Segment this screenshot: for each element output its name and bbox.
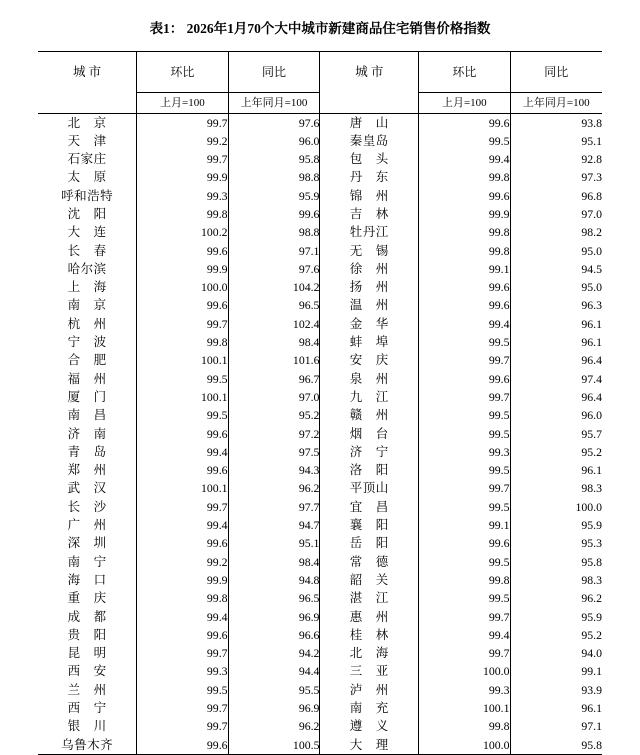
price-index-table-container bbox=[0, 51, 640, 755]
city-name-left: 乌鲁木齐 bbox=[38, 736, 137, 755]
yoy-value-left: 97.7 bbox=[228, 498, 320, 516]
mom-value-right: 99.4 bbox=[419, 150, 510, 168]
city-name-right: 牡丹江 bbox=[320, 223, 419, 241]
yoy-value-right: 96.1 bbox=[581, 463, 602, 478]
city-name-left: 天 津 bbox=[38, 132, 137, 150]
table-row bbox=[38, 132, 602, 150]
header-mom-base-right: 上月=100 bbox=[419, 92, 510, 113]
table-row bbox=[38, 479, 602, 497]
mom-value-right: 99.7 bbox=[419, 351, 510, 369]
table-row bbox=[38, 333, 602, 351]
yoy-value-left: 98.4 bbox=[228, 553, 320, 571]
mom-value-right: 99.7 bbox=[419, 644, 510, 662]
mom-value-left: 99.8 bbox=[137, 205, 228, 223]
mom-value-right: 99.8 bbox=[419, 571, 510, 589]
yoy-value-left: 102.4 bbox=[228, 315, 320, 333]
mom-value-left: 99.2 bbox=[137, 553, 228, 571]
mom-value-left: 100.0 bbox=[137, 278, 228, 296]
mom-value-right: 99.7 bbox=[419, 388, 510, 406]
city-name-left: 福 州 bbox=[38, 370, 137, 388]
mom-value-left: 99.6 bbox=[137, 242, 228, 260]
yoy-value-right: 95.3 bbox=[581, 536, 602, 551]
city-name-left: 哈尔滨 bbox=[38, 260, 137, 278]
mom-value-left: 100.2 bbox=[137, 223, 228, 241]
yoy-value-right: 95.1 bbox=[581, 133, 602, 148]
city-name-right: 丹 东 bbox=[320, 168, 419, 186]
city-name-left: 西 宁 bbox=[38, 699, 137, 717]
city-name-right: 三 亚 bbox=[320, 662, 419, 680]
city-name-left: 青 岛 bbox=[38, 443, 137, 461]
table-header-row-sub bbox=[38, 92, 602, 113]
mom-value-left: 99.7 bbox=[137, 644, 228, 662]
table-row bbox=[38, 223, 602, 241]
yoy-value-right: 92.8 bbox=[581, 152, 602, 167]
header-yoy-left: 同比 bbox=[228, 52, 320, 93]
yoy-value-left: 97.5 bbox=[228, 443, 320, 461]
table-row bbox=[38, 351, 602, 369]
header-yoy-base-right: 上年同月=100 bbox=[510, 92, 602, 113]
table-row bbox=[38, 461, 602, 479]
yoy-value-right: 97.4 bbox=[581, 371, 602, 386]
yoy-value-right: 93.9 bbox=[581, 682, 602, 697]
city-name-right: 九 江 bbox=[320, 388, 419, 406]
mom-value-left: 99.4 bbox=[137, 516, 228, 534]
yoy-value-left: 96.9 bbox=[228, 699, 320, 717]
yoy-value-left: 100.5 bbox=[228, 736, 320, 755]
yoy-value-right: 95.2 bbox=[581, 627, 602, 642]
yoy-value-right: 96.1 bbox=[581, 701, 602, 715]
yoy-value-left: 98.4 bbox=[228, 333, 320, 351]
city-name-left: 南 宁 bbox=[38, 553, 137, 571]
mom-value-left: 100.1 bbox=[137, 351, 228, 369]
mom-value-right: 99.5 bbox=[419, 333, 510, 351]
price-index-table bbox=[38, 51, 602, 755]
header-yoy-base-left: 上年同月=100 bbox=[228, 92, 320, 113]
mom-value-left: 99.4 bbox=[137, 443, 228, 461]
city-name-right: 温 州 bbox=[320, 296, 419, 314]
yoy-value-right: 95.0 bbox=[581, 280, 602, 295]
city-name-right: 遵 义 bbox=[320, 717, 419, 735]
mom-value-right: 99.7 bbox=[419, 479, 510, 497]
city-name-left: 海 口 bbox=[38, 571, 137, 589]
yoy-value-left: 96.5 bbox=[228, 589, 320, 607]
city-name-right: 泸 州 bbox=[320, 681, 419, 699]
table-row bbox=[38, 644, 602, 662]
mom-value-left: 99.4 bbox=[137, 608, 228, 626]
mom-value-right: 99.5 bbox=[419, 589, 510, 607]
city-name-right: 泉 州 bbox=[320, 370, 419, 388]
city-name-right: 徐 州 bbox=[320, 260, 419, 278]
table-row bbox=[38, 205, 602, 223]
table-header-row-top bbox=[38, 52, 602, 93]
yoy-value-right: 96.1 bbox=[581, 335, 602, 350]
mom-value-right: 100.0 bbox=[419, 736, 510, 755]
yoy-value-right: 98.3 bbox=[581, 481, 602, 496]
mom-value-right: 99.7 bbox=[419, 608, 510, 626]
yoy-value-right: 96.0 bbox=[581, 408, 602, 423]
mom-value-right: 99.8 bbox=[419, 242, 510, 260]
header-city-right: 城 市 bbox=[320, 52, 419, 93]
yoy-value-left: 98.8 bbox=[228, 223, 320, 241]
mom-value-left: 99.9 bbox=[137, 571, 228, 589]
mom-value-right: 99.5 bbox=[419, 553, 510, 571]
yoy-value-left: 96.5 bbox=[228, 296, 320, 314]
city-name-left: 上 海 bbox=[38, 278, 137, 296]
table-row bbox=[38, 571, 602, 589]
city-name-left: 广 州 bbox=[38, 516, 137, 534]
header-mom-base-left: 上月=100 bbox=[137, 92, 228, 113]
mom-value-right: 99.5 bbox=[419, 406, 510, 424]
mom-value-right: 99.8 bbox=[419, 223, 510, 241]
yoy-value-left: 96.7 bbox=[228, 370, 320, 388]
city-name-left: 兰 州 bbox=[38, 681, 137, 699]
yoy-value-right: 96.2 bbox=[581, 591, 602, 606]
mom-value-left: 99.6 bbox=[137, 534, 228, 552]
mom-value-left: 99.7 bbox=[137, 699, 228, 717]
table-row bbox=[38, 388, 602, 406]
city-name-right: 常 德 bbox=[320, 553, 419, 571]
city-name-left: 长 沙 bbox=[38, 498, 137, 516]
city-name-right: 北 海 bbox=[320, 644, 419, 662]
yoy-value-left: 96.2 bbox=[228, 717, 320, 735]
yoy-value-right: 95.7 bbox=[581, 426, 602, 441]
table-row bbox=[38, 406, 602, 424]
city-name-left: 太 原 bbox=[38, 168, 137, 186]
city-name-right: 桂 林 bbox=[320, 626, 419, 644]
yoy-value-left: 95.1 bbox=[228, 534, 320, 552]
table-row bbox=[38, 187, 602, 205]
mom-value-left: 99.9 bbox=[137, 260, 228, 278]
yoy-value-left: 94.8 bbox=[228, 571, 320, 589]
yoy-value-left: 95.2 bbox=[228, 406, 320, 424]
yoy-value-left: 96.9 bbox=[228, 608, 320, 626]
mom-value-left: 99.8 bbox=[137, 333, 228, 351]
yoy-value-right: 95.9 bbox=[581, 609, 602, 624]
table-row bbox=[38, 717, 602, 735]
mom-value-right: 99.6 bbox=[419, 370, 510, 388]
table-row bbox=[38, 498, 602, 516]
yoy-value-left: 95.5 bbox=[228, 681, 320, 699]
city-name-right: 锦 州 bbox=[320, 187, 419, 205]
mom-value-left: 99.6 bbox=[137, 296, 228, 314]
mom-value-right: 99.6 bbox=[419, 296, 510, 314]
yoy-value-left: 104.2 bbox=[228, 278, 320, 296]
mom-value-right: 100.1 bbox=[419, 699, 510, 717]
yoy-value-left: 99.6 bbox=[228, 205, 320, 223]
city-name-left: 武 汉 bbox=[38, 479, 137, 497]
mom-value-right: 99.5 bbox=[419, 498, 510, 516]
city-name-left: 大 连 bbox=[38, 223, 137, 241]
table-header bbox=[38, 52, 602, 114]
table-row bbox=[38, 113, 602, 132]
table-row bbox=[38, 699, 602, 717]
table-body bbox=[38, 113, 602, 754]
city-name-right: 岳 阳 bbox=[320, 534, 419, 552]
yoy-value-right: 96.8 bbox=[581, 188, 602, 203]
mom-value-left: 99.8 bbox=[137, 589, 228, 607]
table-row bbox=[38, 589, 602, 607]
city-name-right: 无 锡 bbox=[320, 242, 419, 260]
header-city-left: 城 市 bbox=[38, 52, 137, 93]
table-row bbox=[38, 425, 602, 443]
table-row bbox=[38, 553, 602, 571]
city-name-right: 扬 州 bbox=[320, 278, 419, 296]
city-name-left: 合 肥 bbox=[38, 351, 137, 369]
yoy-value-left: 95.8 bbox=[228, 150, 320, 168]
yoy-value-right: 96.1 bbox=[581, 316, 602, 331]
city-name-left: 杭 州 bbox=[38, 315, 137, 333]
yoy-value-left: 96.2 bbox=[228, 479, 320, 497]
yoy-value-right: 95.2 bbox=[581, 444, 602, 459]
city-name-left: 南 京 bbox=[38, 296, 137, 314]
city-name-left: 宁 波 bbox=[38, 333, 137, 351]
city-name-right: 济 宁 bbox=[320, 443, 419, 461]
yoy-value-left: 97.6 bbox=[228, 260, 320, 278]
city-name-right: 韶 关 bbox=[320, 571, 419, 589]
city-name-right: 烟 台 bbox=[320, 425, 419, 443]
table-row bbox=[38, 608, 602, 626]
table-row bbox=[38, 168, 602, 186]
yoy-value-right: 98.2 bbox=[581, 225, 602, 240]
city-name-left: 成 都 bbox=[38, 608, 137, 626]
city-name-right: 南 充 bbox=[320, 699, 419, 717]
yoy-value-right: 95.9 bbox=[581, 518, 602, 533]
mom-value-left: 99.7 bbox=[137, 717, 228, 735]
yoy-value-left: 97.1 bbox=[228, 242, 320, 260]
page-title: 表1： 2026年1月70个大中城市新建商品住宅销售价格指数 bbox=[149, 21, 491, 36]
yoy-value-left: 101.6 bbox=[228, 351, 320, 369]
yoy-value-left: 94.4 bbox=[228, 662, 320, 680]
mom-value-left: 99.2 bbox=[137, 132, 228, 150]
mom-value-right: 99.4 bbox=[419, 315, 510, 333]
header-city-right-blank bbox=[320, 92, 419, 113]
table-row bbox=[38, 315, 602, 333]
city-name-right: 大 理 bbox=[320, 736, 419, 755]
city-name-left: 贵 阳 bbox=[38, 626, 137, 644]
city-name-right: 包 头 bbox=[320, 150, 419, 168]
yoy-value-left: 94.2 bbox=[228, 644, 320, 662]
city-name-right: 唐 山 bbox=[320, 113, 419, 132]
city-name-left: 郑 州 bbox=[38, 461, 137, 479]
mom-value-left: 99.5 bbox=[137, 370, 228, 388]
city-name-right: 惠 州 bbox=[320, 608, 419, 626]
yoy-value-right: 95.8 bbox=[510, 736, 602, 755]
yoy-value-right: 95.0 bbox=[581, 243, 602, 258]
mom-value-left: 99.7 bbox=[137, 150, 228, 168]
mom-value-right: 99.5 bbox=[419, 132, 510, 150]
yoy-value-right: 96.3 bbox=[581, 298, 602, 313]
table-row bbox=[38, 626, 602, 644]
mom-value-left: 99.6 bbox=[137, 626, 228, 644]
yoy-value-right: 97.0 bbox=[581, 206, 602, 221]
yoy-value-left: 97.6 bbox=[228, 113, 320, 132]
yoy-value-left: 98.8 bbox=[228, 168, 320, 186]
mom-value-right: 99.1 bbox=[419, 260, 510, 278]
mom-value-left: 99.3 bbox=[137, 662, 228, 680]
city-name-left: 呼和浩特 bbox=[38, 187, 137, 205]
city-name-left: 深 圳 bbox=[38, 534, 137, 552]
yoy-value-right: 98.3 bbox=[581, 572, 602, 587]
header-mom-right: 环比 bbox=[419, 52, 510, 93]
mom-value-left: 99.7 bbox=[137, 113, 228, 132]
mom-value-right: 99.8 bbox=[419, 717, 510, 735]
mom-value-right: 99.1 bbox=[419, 516, 510, 534]
city-name-right: 宜 昌 bbox=[320, 498, 419, 516]
city-name-left: 长 春 bbox=[38, 242, 137, 260]
city-name-left: 银 川 bbox=[38, 717, 137, 735]
city-name-left: 北 京 bbox=[38, 113, 137, 132]
yoy-value-right: 94.0 bbox=[581, 646, 602, 661]
city-name-right: 洛 阳 bbox=[320, 461, 419, 479]
mom-value-right: 99.6 bbox=[419, 187, 510, 205]
mom-value-right: 99.9 bbox=[419, 205, 510, 223]
city-name-right: 平顶山 bbox=[320, 479, 419, 497]
mom-value-right: 99.3 bbox=[419, 443, 510, 461]
yoy-value-left: 96.0 bbox=[228, 132, 320, 150]
mom-value-left: 99.7 bbox=[137, 498, 228, 516]
yoy-value-left: 97.2 bbox=[228, 425, 320, 443]
city-name-right: 蚌 埠 bbox=[320, 333, 419, 351]
table-row bbox=[38, 516, 602, 534]
table-row bbox=[38, 296, 602, 314]
yoy-value-right: 96.4 bbox=[581, 353, 602, 368]
table-row bbox=[38, 260, 602, 278]
city-name-left: 沈 阳 bbox=[38, 205, 137, 223]
mom-value-right: 99.3 bbox=[419, 681, 510, 699]
mom-value-right: 99.5 bbox=[419, 461, 510, 479]
city-name-right: 吉 林 bbox=[320, 205, 419, 223]
mom-value-right: 99.6 bbox=[419, 534, 510, 552]
city-name-right: 襄 阳 bbox=[320, 516, 419, 534]
table-row bbox=[38, 681, 602, 699]
city-name-left: 重 庆 bbox=[38, 589, 137, 607]
yoy-value-right: 100.0 bbox=[575, 499, 602, 514]
yoy-value-right: 94.5 bbox=[581, 261, 602, 276]
mom-value-left: 99.3 bbox=[137, 187, 228, 205]
yoy-value-right: 99.1 bbox=[581, 664, 602, 679]
yoy-value-left: 95.9 bbox=[228, 187, 320, 205]
header-yoy-right: 同比 bbox=[510, 52, 602, 93]
yoy-value-left: 97.0 bbox=[228, 388, 320, 406]
table-row bbox=[38, 370, 602, 388]
mom-value-right: 99.8 bbox=[419, 168, 510, 186]
mom-value-left: 99.6 bbox=[137, 425, 228, 443]
table-row bbox=[38, 443, 602, 461]
mom-value-left: 99.6 bbox=[137, 736, 228, 755]
yoy-value-right: 97.3 bbox=[581, 170, 602, 185]
table-row bbox=[38, 242, 602, 260]
city-name-right: 秦皇岛 bbox=[320, 132, 419, 150]
yoy-value-left: 94.7 bbox=[228, 516, 320, 534]
mom-value-right: 99.6 bbox=[419, 113, 510, 132]
mom-value-left: 99.5 bbox=[137, 406, 228, 424]
yoy-value-right: 96.4 bbox=[581, 389, 602, 404]
mom-value-left: 99.7 bbox=[137, 315, 228, 333]
city-name-left: 西 安 bbox=[38, 662, 137, 680]
header-mom-left: 环比 bbox=[137, 52, 228, 93]
mom-value-right: 99.5 bbox=[419, 425, 510, 443]
yoy-value-left: 96.6 bbox=[228, 626, 320, 644]
yoy-value-left: 94.3 bbox=[228, 461, 320, 479]
city-name-right: 金 华 bbox=[320, 315, 419, 333]
city-name-left: 南 昌 bbox=[38, 406, 137, 424]
mom-value-left: 99.9 bbox=[137, 168, 228, 186]
mom-value-left: 99.5 bbox=[137, 681, 228, 699]
mom-value-right: 100.0 bbox=[419, 662, 510, 680]
table-row bbox=[38, 534, 602, 552]
table-row bbox=[38, 150, 602, 168]
table-row bbox=[38, 278, 602, 296]
city-name-left: 济 南 bbox=[38, 425, 137, 443]
mom-value-left: 99.6 bbox=[137, 461, 228, 479]
city-name-left: 石家庄 bbox=[38, 150, 137, 168]
city-name-right: 湛 江 bbox=[320, 589, 419, 607]
mom-value-left: 100.1 bbox=[137, 388, 228, 406]
mom-value-left: 100.1 bbox=[137, 479, 228, 497]
mom-value-right: 99.4 bbox=[419, 626, 510, 644]
mom-value-right: 99.6 bbox=[419, 278, 510, 296]
city-name-left: 厦 门 bbox=[38, 388, 137, 406]
yoy-value-right: 93.8 bbox=[581, 115, 602, 130]
yoy-value-right: 97.1 bbox=[581, 719, 602, 734]
table-row bbox=[38, 736, 602, 755]
city-name-right: 赣 州 bbox=[320, 406, 419, 424]
city-name-left: 昆 明 bbox=[38, 644, 137, 662]
table-row bbox=[38, 662, 602, 680]
city-name-right: 安 庆 bbox=[320, 351, 419, 369]
yoy-value-right: 95.8 bbox=[581, 554, 602, 569]
header-city-left-blank bbox=[38, 92, 137, 113]
